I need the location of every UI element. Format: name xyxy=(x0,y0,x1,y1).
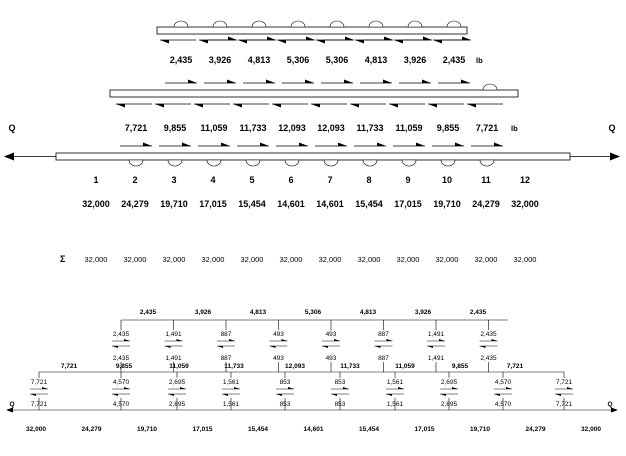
spring-head xyxy=(217,346,223,348)
spring-bottom-force: 24,279 xyxy=(525,426,546,433)
arrow-head xyxy=(266,80,275,84)
lower-spring-load-bottom: 2,695 xyxy=(168,401,186,408)
fastener-head xyxy=(330,21,344,27)
arrow-head xyxy=(143,143,152,147)
fastener-number: 8 xyxy=(366,175,372,185)
spring-head xyxy=(229,339,235,341)
arrow-head xyxy=(389,104,398,108)
lower-spring-load-bottom: 4,570 xyxy=(112,401,130,408)
spring-top-force: 3,926 xyxy=(194,309,212,316)
spring-head xyxy=(492,339,498,341)
lower-spring-load-top: 7,721 xyxy=(555,379,573,386)
spring-bottom-force: 32,000 xyxy=(581,426,601,433)
spring-head xyxy=(180,387,186,389)
middle-top-arrow xyxy=(204,80,236,84)
spring-middle-force: 11,733 xyxy=(224,363,244,370)
bottom-plate-force: 24,279 xyxy=(472,199,500,209)
spring-bottom-force: 19,710 xyxy=(470,426,490,433)
upper-spring-load-top: 2,435 xyxy=(480,331,497,338)
middle-top-arrow xyxy=(243,80,275,84)
sum-value: 32,000 xyxy=(201,255,225,264)
middle-plate-force: 9,855 xyxy=(163,123,187,133)
spring-head xyxy=(506,387,512,389)
arrow-head xyxy=(416,143,425,147)
arrow-head xyxy=(182,143,191,147)
spring-head xyxy=(440,394,446,396)
spring-head xyxy=(480,346,486,348)
lower-spring-load-top: 2,695 xyxy=(440,379,458,386)
upper-spring-load-top: 1,491 xyxy=(427,331,445,338)
arrow-head xyxy=(221,143,230,147)
spring-head xyxy=(222,394,228,396)
spring-head xyxy=(494,394,500,396)
middle-plate-force: 11,733 xyxy=(239,123,267,133)
top-load-arrow xyxy=(246,37,276,41)
arrow-head xyxy=(433,40,442,44)
top-plate-force: 5,306 xyxy=(286,55,310,65)
bottom-load-arrow xyxy=(471,143,503,147)
middle-reaction-arrow xyxy=(428,104,464,108)
upper-spring-load-top: 887 xyxy=(378,331,389,338)
bottom-load-arrow xyxy=(159,143,191,147)
fastener-tail xyxy=(441,160,455,166)
top-plate-force: 5,306 xyxy=(325,55,349,65)
fastener-head xyxy=(447,21,461,27)
arrow-head xyxy=(394,40,403,44)
arrow-head xyxy=(428,104,437,108)
upper-spring-load-bottom: 493 xyxy=(273,355,284,362)
spring-head xyxy=(112,394,118,396)
spring-middle-force: 9,855 xyxy=(451,363,469,370)
top-reaction-arrow xyxy=(238,40,274,44)
middle-plate-force: 12,093 xyxy=(278,123,306,133)
middle-plate xyxy=(110,90,518,97)
fastener-head xyxy=(252,21,266,27)
middle-reaction-arrow xyxy=(116,104,152,108)
spring-head xyxy=(288,387,294,389)
lower-spring-load-bottom: 7,721 xyxy=(30,401,48,408)
sum-value: 32,000 xyxy=(84,255,108,264)
spring-load-arrow-right xyxy=(611,408,618,413)
lower-spring-load-top: 2,695 xyxy=(168,379,186,386)
lower-spring-load-bottom: 1,561 xyxy=(222,401,240,408)
top-load-arrow xyxy=(207,37,237,41)
arrow-head xyxy=(423,37,432,41)
top-plate-force: 4,813 xyxy=(364,55,388,65)
bottom-plate-force: 17,015 xyxy=(199,199,227,209)
spring-head xyxy=(276,394,282,396)
spring-bottom-force: 17,015 xyxy=(414,426,435,433)
bottom-plate-force: 19,710 xyxy=(160,199,188,209)
sum-value: 32,000 xyxy=(357,255,381,264)
arrow-head xyxy=(338,143,347,147)
lower-spring-load-bottom: 853 xyxy=(279,401,291,408)
sum-value: 32,000 xyxy=(279,255,303,264)
arrow-head xyxy=(344,80,353,84)
sum-value: 32,000 xyxy=(396,255,420,264)
arrow-head xyxy=(350,104,359,108)
arrow-head xyxy=(260,143,269,147)
top-plate-force: 3,926 xyxy=(403,55,427,65)
fastener-head xyxy=(483,84,497,90)
lower-spring-load-top: 7,721 xyxy=(30,379,48,386)
middle-plate-force: 9,855 xyxy=(436,123,460,133)
spring-load-arrow-left xyxy=(6,408,13,413)
spring-head xyxy=(555,394,561,396)
top-plate-force: 2,435 xyxy=(442,55,466,65)
lower-spring-load-bottom: 1,561 xyxy=(386,401,404,408)
spring-load-label-right: Q xyxy=(607,401,613,408)
middle-plate-force: 11,733 xyxy=(356,123,384,133)
arrow-head xyxy=(277,40,286,44)
arrow-head xyxy=(462,37,471,41)
middle-top-arrow xyxy=(438,80,470,84)
middle-reaction-arrow xyxy=(311,104,347,108)
fastener-number: 9 xyxy=(405,175,411,185)
spring-head xyxy=(375,346,381,348)
spring-head xyxy=(282,339,288,341)
spring-top-force: 2,435 xyxy=(469,309,487,316)
fastener-head xyxy=(369,21,383,27)
spring-head xyxy=(42,387,48,389)
top-reaction-arrow xyxy=(355,40,391,44)
bottom-plate-force: 32,000 xyxy=(511,199,539,209)
arrow-head xyxy=(155,104,164,108)
arrow-head xyxy=(272,104,281,108)
upper-spring-load-top: 493 xyxy=(273,331,284,338)
spring-bottom-force: 19,710 xyxy=(137,426,157,433)
bottom-plate-force: 14,601 xyxy=(277,199,305,209)
fastener-number: 12 xyxy=(519,175,531,185)
arrow-head xyxy=(306,37,315,41)
arrow-head xyxy=(494,143,503,147)
fastener-number: 6 xyxy=(288,175,294,185)
spring-middle-force: 11,059 xyxy=(169,363,189,370)
bottom-load-arrow xyxy=(315,143,347,147)
spring-middle-force: 11,059 xyxy=(395,363,415,370)
arrow-head xyxy=(194,104,203,108)
fastener-number: 7 xyxy=(327,175,333,185)
middle-reaction-arrow xyxy=(194,104,230,108)
arrow-head xyxy=(160,40,169,44)
spring-model xyxy=(6,309,618,433)
fastener-number: 3 xyxy=(171,175,177,185)
arrow-head xyxy=(116,104,125,108)
spring-head xyxy=(331,394,337,396)
arrow-head xyxy=(199,40,208,44)
fastener-number: 5 xyxy=(249,175,255,185)
arrow-head xyxy=(238,40,247,44)
middle-reaction-arrow xyxy=(467,104,503,108)
bottom-plate-force: 17,015 xyxy=(394,199,422,209)
bottom-plate-force: 32,000 xyxy=(82,199,110,209)
middle-top-arrow xyxy=(399,80,431,84)
spring-middle-force: 12,093 xyxy=(285,363,305,370)
arrow-head xyxy=(188,80,197,84)
fastener-head xyxy=(408,21,422,27)
arrow-head xyxy=(311,104,320,108)
top-load-arrow xyxy=(441,37,471,41)
lower-spring-load-bottom: 853 xyxy=(334,401,346,408)
bottom-plate-force: 24,279 xyxy=(121,199,149,209)
upper-spring-load-bottom: 493 xyxy=(325,355,337,362)
spring-head xyxy=(387,339,393,341)
fastener-number: 1 xyxy=(93,175,99,185)
spring-head xyxy=(168,394,174,396)
top-plate-force: 4,813 xyxy=(247,55,271,65)
top-reaction-arrow xyxy=(433,40,469,44)
middle-plate-force: 12,093 xyxy=(317,123,345,133)
top-load-arrow xyxy=(363,37,393,41)
spring-head xyxy=(124,339,130,341)
spring-top-force: 3,926 xyxy=(414,309,432,316)
sum-value: 32,000 xyxy=(513,255,537,264)
arrow-head xyxy=(467,104,476,108)
spring-head xyxy=(112,346,118,348)
unit-label-middle: lb xyxy=(511,124,518,133)
top-load-arrow xyxy=(285,37,315,41)
bottom-load-arrow xyxy=(198,143,230,147)
fastener-head xyxy=(213,21,227,27)
bottom-plate-force: 14,601 xyxy=(316,199,344,209)
middle-top-arrow xyxy=(282,80,314,84)
arrow-head xyxy=(299,143,308,147)
spring-head xyxy=(386,394,392,396)
spring-load-label-left: Q xyxy=(9,401,15,408)
middle-reaction-arrow xyxy=(233,104,269,108)
spring-bottom-force: 15,454 xyxy=(248,426,268,433)
middle-reaction-arrow xyxy=(155,104,191,108)
spring-middle-force: 11,733 xyxy=(340,363,360,370)
fastener-number: 11 xyxy=(481,175,491,185)
load-arrow-right-head xyxy=(610,153,620,161)
top-plate-force: 3,926 xyxy=(208,55,232,65)
spring-head xyxy=(177,339,183,341)
upper-spring-load-bottom: 2,435 xyxy=(112,355,130,362)
spring-bottom-force: 32,000 xyxy=(26,426,46,433)
arrow-head xyxy=(316,40,325,44)
lower-spring-load-top: 1,561 xyxy=(386,379,404,386)
spring-middle-force: 7,721 xyxy=(60,363,78,370)
arrow-head xyxy=(383,80,392,84)
spring-middle-force: 7,721 xyxy=(506,363,524,370)
arrow-head xyxy=(228,37,237,41)
top-load-arrow xyxy=(402,37,432,41)
middle-reaction-arrow xyxy=(272,104,308,108)
middle-plate-force: 7,721 xyxy=(124,123,148,133)
bottom-load-arrow xyxy=(432,143,464,147)
fastener-number: 10 xyxy=(441,175,453,185)
spring-head xyxy=(334,339,340,341)
spring-bottom-force: 17,015 xyxy=(192,426,213,433)
bottom-load-arrow xyxy=(276,143,308,147)
fastener-tail xyxy=(207,160,221,166)
middle-reaction-arrow xyxy=(350,104,386,108)
load-arrow-left-head xyxy=(4,153,14,161)
lower-spring-load-bottom: 2,695 xyxy=(440,401,458,408)
fastener-tail xyxy=(168,160,182,166)
arrow-head xyxy=(227,80,236,84)
spring-middle-force: 9,855 xyxy=(115,363,133,370)
upper-spring-load-bottom: 2,435 xyxy=(480,355,497,362)
lower-spring-load-top: 853 xyxy=(279,379,291,386)
spring-head xyxy=(398,387,404,389)
spring-head xyxy=(439,339,445,341)
arrow-head xyxy=(345,37,354,41)
middle-top-arrow xyxy=(360,80,392,84)
sum-value: 32,000 xyxy=(435,255,459,264)
bottom-load-arrow xyxy=(393,143,425,147)
fastener-number: 2 xyxy=(132,175,138,185)
bottom-plate xyxy=(56,153,570,160)
lower-spring-load-top: 853 xyxy=(334,379,346,386)
upper-spring-load-bottom: 887 xyxy=(378,355,389,362)
arrow-head xyxy=(355,40,364,44)
spring-head xyxy=(234,387,240,389)
sigma-label: Σ xyxy=(60,254,66,264)
sum-value: 32,000 xyxy=(123,255,147,264)
spring-bottom-force: 14,601 xyxy=(303,426,324,433)
spring-head xyxy=(343,387,349,389)
upper-spring-load-top: 493 xyxy=(325,331,337,338)
spring-top-force: 5,306 xyxy=(304,309,322,316)
bottom-load-arrow xyxy=(237,143,269,147)
fastener-tail xyxy=(129,160,143,166)
spring-top-force: 2,435 xyxy=(139,309,157,316)
top-reaction-arrow xyxy=(277,40,313,44)
spring-top-force: 4,813 xyxy=(249,309,267,316)
fastener-tail xyxy=(246,160,260,166)
fastener-tail xyxy=(363,160,377,166)
sum-value: 32,000 xyxy=(474,255,498,264)
bottom-plate-force: 19,710 xyxy=(433,199,461,209)
arrow-head xyxy=(384,37,393,41)
lower-spring-load-top: 4,570 xyxy=(112,379,130,386)
arrow-head xyxy=(461,80,470,84)
spring-head xyxy=(124,387,130,389)
spring-head xyxy=(322,346,328,348)
spring-head xyxy=(452,387,458,389)
upper-spring-load-bottom: 887 xyxy=(220,355,232,362)
sum-value: 32,000 xyxy=(318,255,342,264)
plate-schematic xyxy=(4,21,620,264)
top-reaction-arrow xyxy=(316,40,352,44)
arrow-head xyxy=(305,80,314,84)
fastener-tail xyxy=(324,160,338,166)
lower-spring-load-bottom: 7,721 xyxy=(555,401,573,408)
spring-head xyxy=(165,346,171,348)
fastener-head xyxy=(174,21,188,27)
upper-spring-load-top: 887 xyxy=(220,331,232,338)
arrow-head xyxy=(233,104,242,108)
arrow-head xyxy=(377,143,386,147)
sum-value: 32,000 xyxy=(162,255,186,264)
upper-spring-load-bottom: 1,491 xyxy=(165,355,182,362)
upper-spring-load-bottom: 1,491 xyxy=(427,355,445,362)
arrow-head xyxy=(455,143,464,147)
spring-head xyxy=(567,387,573,389)
middle-top-arrow xyxy=(321,80,353,84)
top-load-arrow xyxy=(324,37,354,41)
lower-spring-load-top: 4,570 xyxy=(494,379,512,386)
fastener-number: 4 xyxy=(210,175,216,185)
bottom-load-arrow xyxy=(354,143,386,147)
middle-plate-force: 11,059 xyxy=(395,123,423,133)
top-reaction-arrow xyxy=(160,40,196,44)
top-plate xyxy=(157,27,467,34)
top-reaction-arrow xyxy=(394,40,430,44)
load-label-right: Q xyxy=(608,123,616,133)
bottom-load-arrow xyxy=(120,143,152,147)
spring-head xyxy=(30,394,36,396)
top-plate-force: 2,435 xyxy=(169,55,193,65)
upper-spring-load-top: 1,491 xyxy=(165,331,182,338)
spring-top-force: 4,813 xyxy=(359,309,377,316)
top-reaction-arrow xyxy=(199,40,235,44)
bottom-plate-force: 15,454 xyxy=(355,199,383,209)
upper-spring-load-top: 2,435 xyxy=(112,331,130,338)
middle-top-arrow xyxy=(165,80,197,84)
arrow-head xyxy=(422,80,431,84)
spring-head xyxy=(427,346,433,348)
load-label-left: Q xyxy=(8,123,16,133)
fastener-tail xyxy=(402,160,416,166)
middle-plate-force: 7,721 xyxy=(475,123,499,133)
spring-head xyxy=(270,346,276,348)
bottom-plate-force: 15,454 xyxy=(238,199,266,209)
fastener-tail xyxy=(480,160,494,166)
spring-bottom-force: 24,279 xyxy=(81,426,102,433)
arrow-head xyxy=(267,37,276,41)
lower-spring-load-top: 1,561 xyxy=(222,379,240,386)
sum-value: 32,000 xyxy=(240,255,264,264)
middle-plate-force: 11,059 xyxy=(200,123,228,133)
spring-bottom-force: 15,454 xyxy=(359,426,379,433)
lower-spring-load-bottom: 4,570 xyxy=(494,401,512,408)
unit-label-top: lb xyxy=(476,56,483,65)
fastener-tail xyxy=(285,160,299,166)
middle-reaction-arrow xyxy=(389,104,425,108)
fastener-head xyxy=(291,21,305,27)
